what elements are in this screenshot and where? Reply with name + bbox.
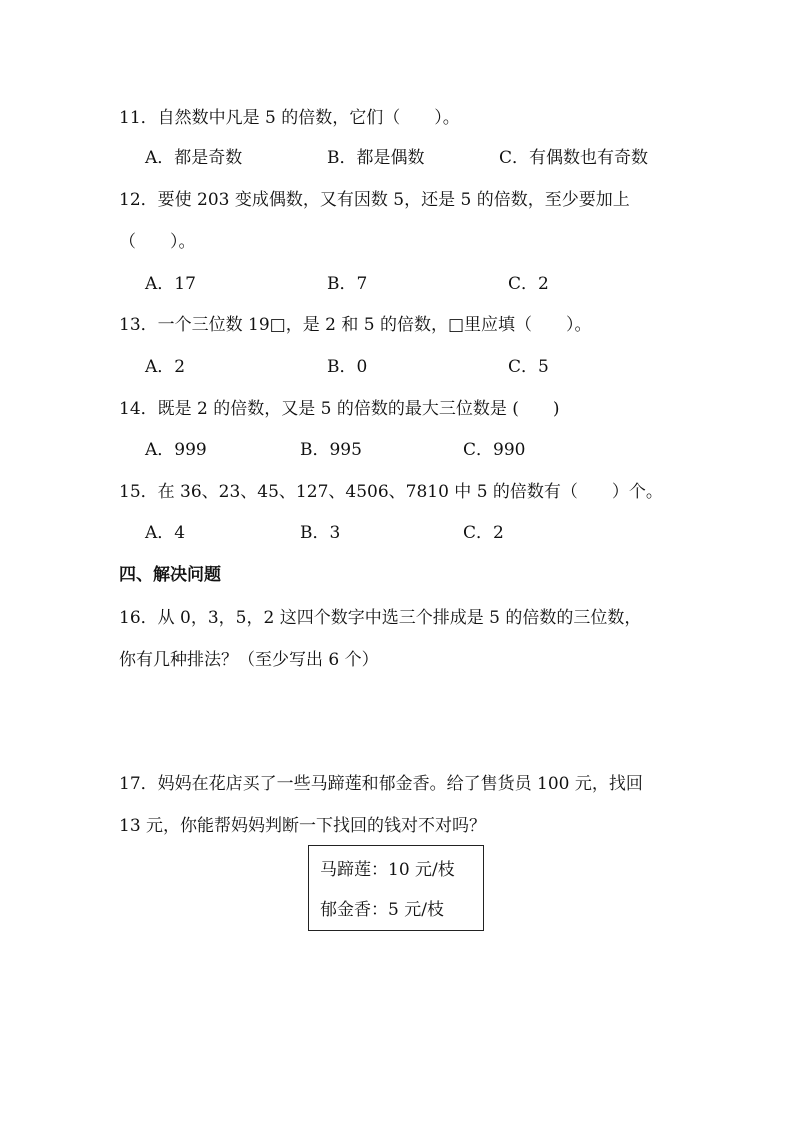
question-13-option-c: C．5 <box>508 357 549 377</box>
question-17-line2: 13 元，你能帮妈妈判断一下找回的钱对不对吗？ <box>119 816 487 836</box>
question-14-option-c: C．990 <box>463 440 526 460</box>
question-12-option-b: B．7 <box>327 274 368 294</box>
question-12-stem-line1: 12．要使 203 变成偶数，又有因数 5，还是 5 的倍数，至少要加上 <box>119 190 630 210</box>
price-line-tulip: 郁金香：5 元/枝 <box>320 900 444 920</box>
question-14-option-b: B．995 <box>300 440 362 460</box>
question-15-option-a: A．4 <box>145 523 186 543</box>
price-box <box>308 845 484 931</box>
question-13-option-a: A．2 <box>145 357 186 377</box>
question-12-option-a: A．17 <box>145 274 196 294</box>
question-15-stem: 15．在 36、23、45、127、4506、7810 中 5 的倍数有（ ）个。 <box>119 482 663 502</box>
question-11-option-c: C．有偶数也有奇数 <box>499 148 649 168</box>
question-12-option-c: C．2 <box>508 274 549 294</box>
question-14-stem: 14．既是 2 的倍数，又是 5 的倍数的最大三位数是 ( ) <box>119 399 560 419</box>
question-16-line2: 你有几种排法？（至少写出 6 个） <box>119 650 379 670</box>
question-11-option-a: A．都是奇数 <box>145 148 243 168</box>
question-13-stem: 13．一个三位数 19□，是 2 和 5 的倍数，□里应填（ ）。 <box>119 315 592 335</box>
question-13-option-b: B．0 <box>327 357 368 377</box>
question-12-stem-line2: （ ）。 <box>119 232 196 252</box>
question-11-option-b: B．都是偶数 <box>327 148 425 168</box>
question-11-stem: 11．自然数中凡是 5 的倍数，它们（ ）。 <box>119 108 460 128</box>
section-heading: 四、解决问题 <box>119 565 221 585</box>
question-15-option-c: C．2 <box>463 523 504 543</box>
question-14-option-a: A．999 <box>145 440 207 460</box>
question-15-option-b: B．3 <box>300 523 341 543</box>
question-16-line1: 16．从 0，3，5，2 这四个数字中选三个排成是 5 的倍数的三位数， <box>119 608 642 628</box>
price-line-calla: 马蹄莲：10 元/枝 <box>320 860 455 880</box>
question-17-line1: 17．妈妈在花店买了一些马蹄莲和郁金香。给了售货员 100 元，找回 <box>119 774 643 794</box>
